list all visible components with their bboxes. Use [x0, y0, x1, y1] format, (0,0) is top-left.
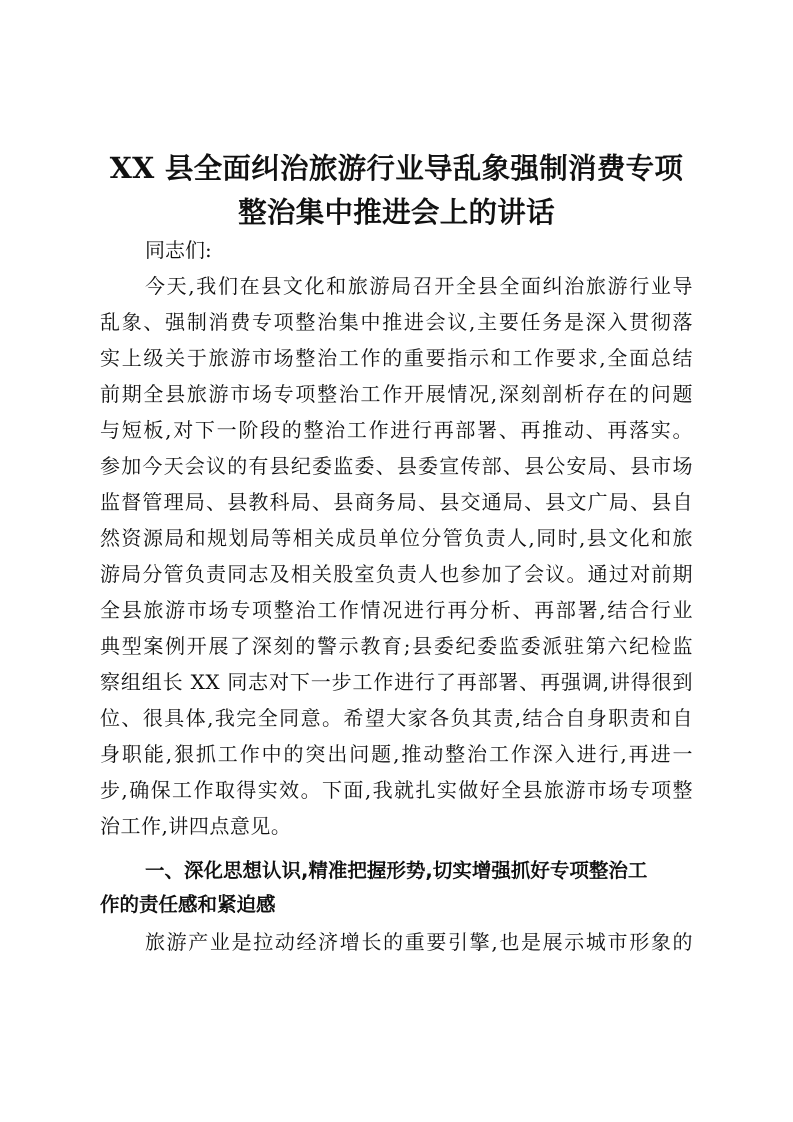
paragraph-line: 乱象、强制消费专项整治集中推进会议,主要任务是深入贯彻落 [100, 310, 693, 334]
document-body [100, 232, 693, 960]
paragraph-line: 然资源局和规划局等相关成员单位分管负责人,同时,县文化和旅 [100, 526, 693, 550]
paragraph-section-1 [100, 924, 693, 960]
paragraph-line: 监督管理局、县教科局、县商务局、县交通局、县文广局、县自 [100, 490, 693, 514]
paragraph-line: 位、很具体,我完全同意。希望大家各负其责,结合自身职责和自 [100, 706, 693, 730]
document-title [100, 146, 693, 234]
heading-line: 一、深化思想认识,精准把握形势,切实增强抓好专项整治工 [145, 859, 648, 882]
paragraph-intro [100, 268, 693, 844]
paragraph-line: 全县旅游市场专项整治工作情况进行再分析、再部署,结合行业 [100, 598, 693, 622]
section-heading-1 [100, 854, 693, 922]
paragraph-line: 参加今天会议的有县纪委监委、县委宣传部、县公安局、县市场 [100, 454, 693, 478]
title-line: 整治集中推进会上的讲话 [238, 195, 555, 229]
paragraph-line: 治工作,讲四点意见。 [100, 814, 292, 838]
heading-line: 作的责任感和紧迫感 [100, 893, 276, 916]
paragraph-line: 实上级关于旅游市场整治工作的重要指示和工作要求,全面总结 [100, 346, 693, 370]
paragraph-line: 与短板,对下一阶段的整治工作进行再部署、再推动、再落实。 [100, 418, 693, 442]
paragraph-line: 游局分管负责同志及相关股室负责人也参加了会议。通过对前期 [100, 562, 693, 586]
paragraph-line: 前期全县旅游市场专项整治工作开展情况,深刻剖析存在的问题 [100, 382, 693, 406]
title-line: XX 县全面纠治旅游行业导乱象强制消费专项 [109, 151, 684, 185]
paragraph-line: 步,确保工作取得实效。下面,我就扎实做好全县旅游市场专项整 [100, 778, 693, 802]
paragraph-line: 旅游产业是拉动经济增长的重要引擎,也是展示城市形象的 [145, 930, 693, 954]
paragraph-line: 典型案例开展了深刻的警示教育;县委纪委监委派驻第六纪检监 [100, 634, 693, 658]
paragraph-line: 察组组长 XX 同志对下一步工作进行了再部署、再强调,讲得很到 [100, 670, 693, 694]
salutation: 同志们: [145, 238, 212, 262]
paragraph-line: 身职能,狠抓工作中的突出问题,推动整治工作深入进行,再进一 [100, 742, 693, 766]
paragraph-line: 今天,我们在县文化和旅游局召开全县全面纠治旅游行业导 [145, 274, 693, 298]
